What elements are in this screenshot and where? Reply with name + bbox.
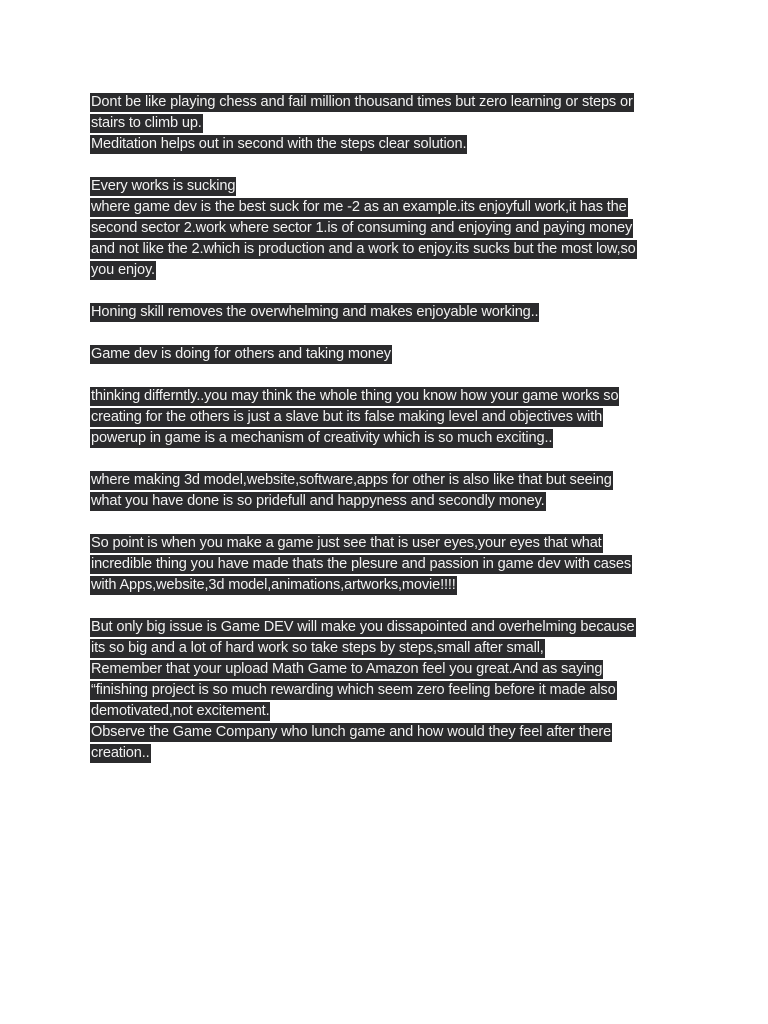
highlighted-text: Remember that your upload Math Game to Amazon feel you great.And as saying xyxy=(91,661,603,677)
highlighted-text: Honing skill removes the overwhelming and makes enjoyable working.. xyxy=(91,304,539,320)
text-line xyxy=(90,679,680,700)
text-line xyxy=(90,637,680,658)
text-line xyxy=(90,259,680,280)
document-body xyxy=(90,91,680,763)
blank-line xyxy=(90,322,680,343)
highlighted-text: Observe the Game Company who lunch game and how would they feel after there xyxy=(91,724,612,740)
text-line xyxy=(90,301,680,322)
highlighted-text: creation.. xyxy=(91,745,150,761)
highlighted-text: where making 3d model,website,software,apps for other is also like that but seeing xyxy=(91,472,612,488)
text-line xyxy=(90,721,680,742)
highlighted-text: creating for the others is just a slave but its false making level and objectives with xyxy=(91,409,603,425)
highlighted-text: So point is when you make a game just see that is user eyes,your eyes that what xyxy=(91,535,602,551)
text-line xyxy=(90,343,680,364)
text-line xyxy=(90,406,680,427)
highlighted-text: stairs to climb up. xyxy=(91,115,202,131)
text-line xyxy=(90,196,680,217)
blank-line xyxy=(90,364,680,385)
highlighted-text: its so big and a lot of hard work so take steps by steps,small after small, xyxy=(91,640,544,656)
highlighted-text: what you have done is so pridefull and happyness and secondly money. xyxy=(91,493,545,509)
highlighted-text: with Apps,website,3d model,animations,artworks,movie!!!! xyxy=(91,577,456,593)
blank-line xyxy=(90,280,680,301)
blank-line xyxy=(90,595,680,616)
highlighted-text: second sector 2.work where sector 1.is of consuming and enjoying and paying money xyxy=(91,220,633,236)
text-line xyxy=(90,238,680,259)
blank-line xyxy=(90,448,680,469)
highlighted-text: and not like the 2.which is production and a work to enjoy.its sucks but the most low,so xyxy=(91,241,636,257)
highlighted-text: powerup in game is a mechanism of creativity which is so much exciting.. xyxy=(91,430,553,446)
text-line xyxy=(90,133,680,154)
text-line xyxy=(90,532,680,553)
text-line xyxy=(90,616,680,637)
text-line xyxy=(90,427,680,448)
highlighted-text: thinking differntly..you may think the whole thing you know how your game works so xyxy=(91,388,619,404)
text-line xyxy=(90,574,680,595)
highlighted-text: demotivated,not excitement. xyxy=(91,703,270,719)
text-line xyxy=(90,217,680,238)
highlighted-text: “finishing project is so much rewarding which seem zero feeling before it made also xyxy=(91,682,616,698)
blank-line xyxy=(90,154,680,175)
highlighted-text: Game dev is doing for others and taking money xyxy=(91,346,391,362)
highlighted-text: Meditation helps out in second with the steps clear solution. xyxy=(91,136,467,152)
text-line xyxy=(90,658,680,679)
text-line xyxy=(90,490,680,511)
text-line xyxy=(90,385,680,406)
text-line xyxy=(90,469,680,490)
text-line xyxy=(90,91,680,112)
highlighted-text: where game dev is the best suck for me -2 as an example.its enjoyfull work,it has the xyxy=(91,199,627,215)
blank-line xyxy=(90,511,680,532)
text-line xyxy=(90,700,680,721)
text-line xyxy=(90,742,680,763)
highlighted-text: you enjoy. xyxy=(91,262,155,278)
text-line xyxy=(90,112,680,133)
highlighted-text: But only big issue is Game DEV will make you dissapointed and overhelming because xyxy=(91,619,635,635)
highlighted-text: incredible thing you have made thats the plesure and passion in game dev with cases xyxy=(91,556,632,572)
text-line xyxy=(90,175,680,196)
highlighted-text: Every works is sucking xyxy=(91,178,236,194)
highlighted-text: Dont be like playing chess and fail million thousand times but zero learning or steps or xyxy=(91,94,633,110)
text-line xyxy=(90,553,680,574)
